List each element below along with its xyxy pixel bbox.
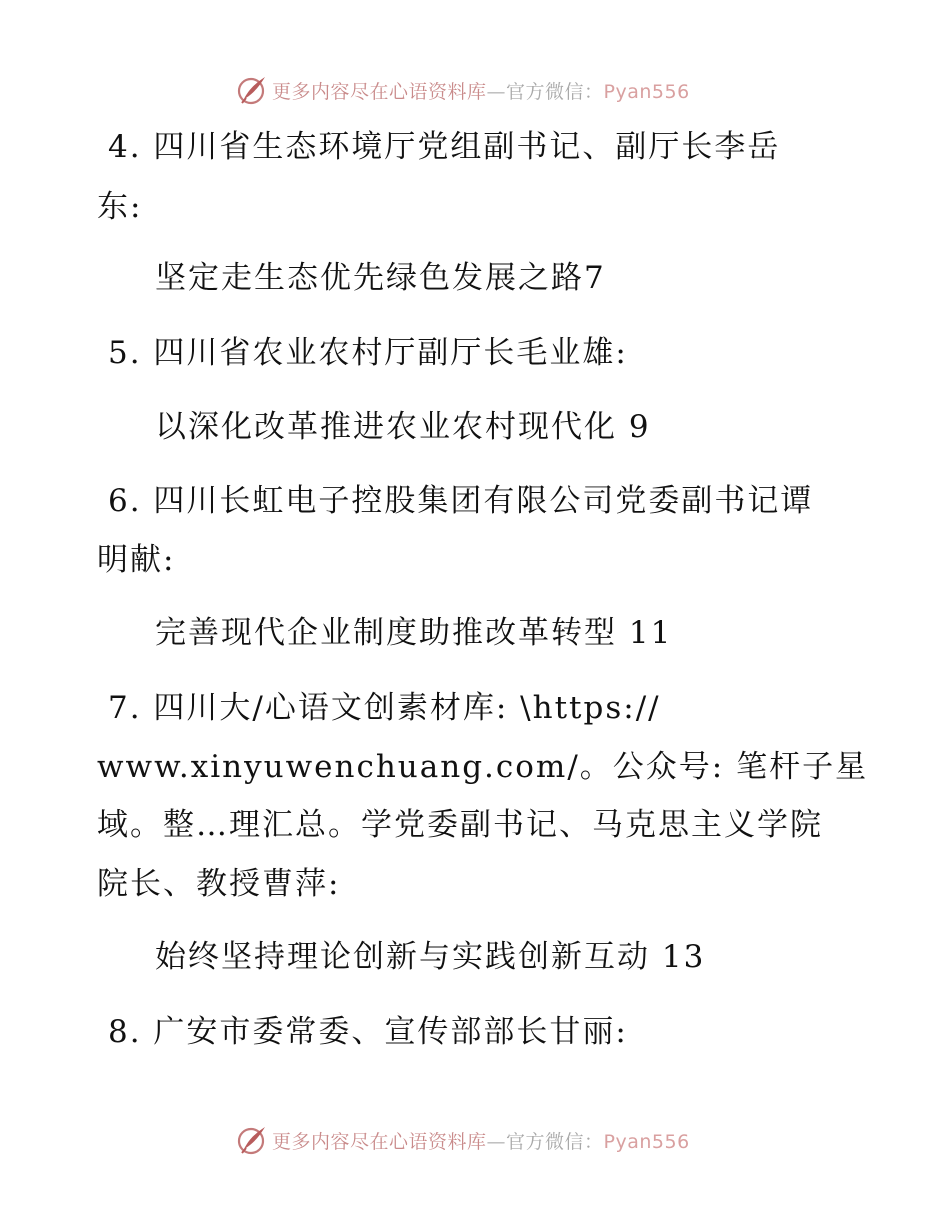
toc-item-7-title-cont-2: 域。整…理汇总。学党委副书记、马克思主义学院 xyxy=(97,807,823,843)
toc-item-6-subtitle: 完善现代企业制度助推改革转型 11 xyxy=(155,615,673,651)
watermark-site: 更多内容尽在心语资料库 xyxy=(272,1130,487,1153)
toc-item-6-title: 6. 四川长虹电子控股集团有限公司党委副书记谭 xyxy=(108,483,814,519)
toc-item-7-title-cont-3: 院长、教授曹萍: xyxy=(97,866,341,902)
footer-watermark xyxy=(236,1123,690,1157)
watermark-site: 更多内容尽在心语资料库 xyxy=(272,80,487,103)
toc-item-4-subtitle: 坚定走生态优先绿色发展之路7 xyxy=(155,260,606,296)
toc-item-5-title: 5. 四川省农业农村厅副厅长毛业雄: xyxy=(108,335,628,371)
toc-item-7-subtitle: 始终坚持理论创新与实践创新互动 13 xyxy=(155,939,706,975)
toc-item-7-title: 7. 四川大/心语文创素材库: \https:// xyxy=(108,690,661,726)
watermark-wechat-id: Pyan556 xyxy=(603,80,690,103)
header-watermark xyxy=(236,73,690,107)
watermark-text xyxy=(272,1127,690,1154)
toc-item-7-title-cont-1: www.xinyuwenchuang.com/。公众号: 笔杆子星 xyxy=(97,749,869,785)
quill-logo-icon xyxy=(236,74,268,106)
watermark-wechat-id: Pyan556 xyxy=(603,1130,690,1153)
watermark-dash: — xyxy=(486,80,507,103)
watermark-text xyxy=(272,77,690,104)
quill-logo-icon xyxy=(236,1124,268,1156)
toc-item-8-title: 8. 广安市委常委、宣传部部长甘丽: xyxy=(108,1014,628,1050)
toc-item-4-title-cont: 东: xyxy=(97,189,143,225)
toc-item-6-title-cont: 明献: xyxy=(97,542,176,578)
watermark-dash: — xyxy=(486,1130,507,1153)
toc-item-4-title: 4. 四川省生态环境厅党组副书记、副厅长李岳 xyxy=(108,129,781,165)
toc-item-5-subtitle: 以深化改革推进农业农村现代化 9 xyxy=(155,409,651,445)
watermark-wechat-label: 官方微信： xyxy=(506,1130,604,1153)
watermark-wechat-label: 官方微信： xyxy=(506,80,604,103)
